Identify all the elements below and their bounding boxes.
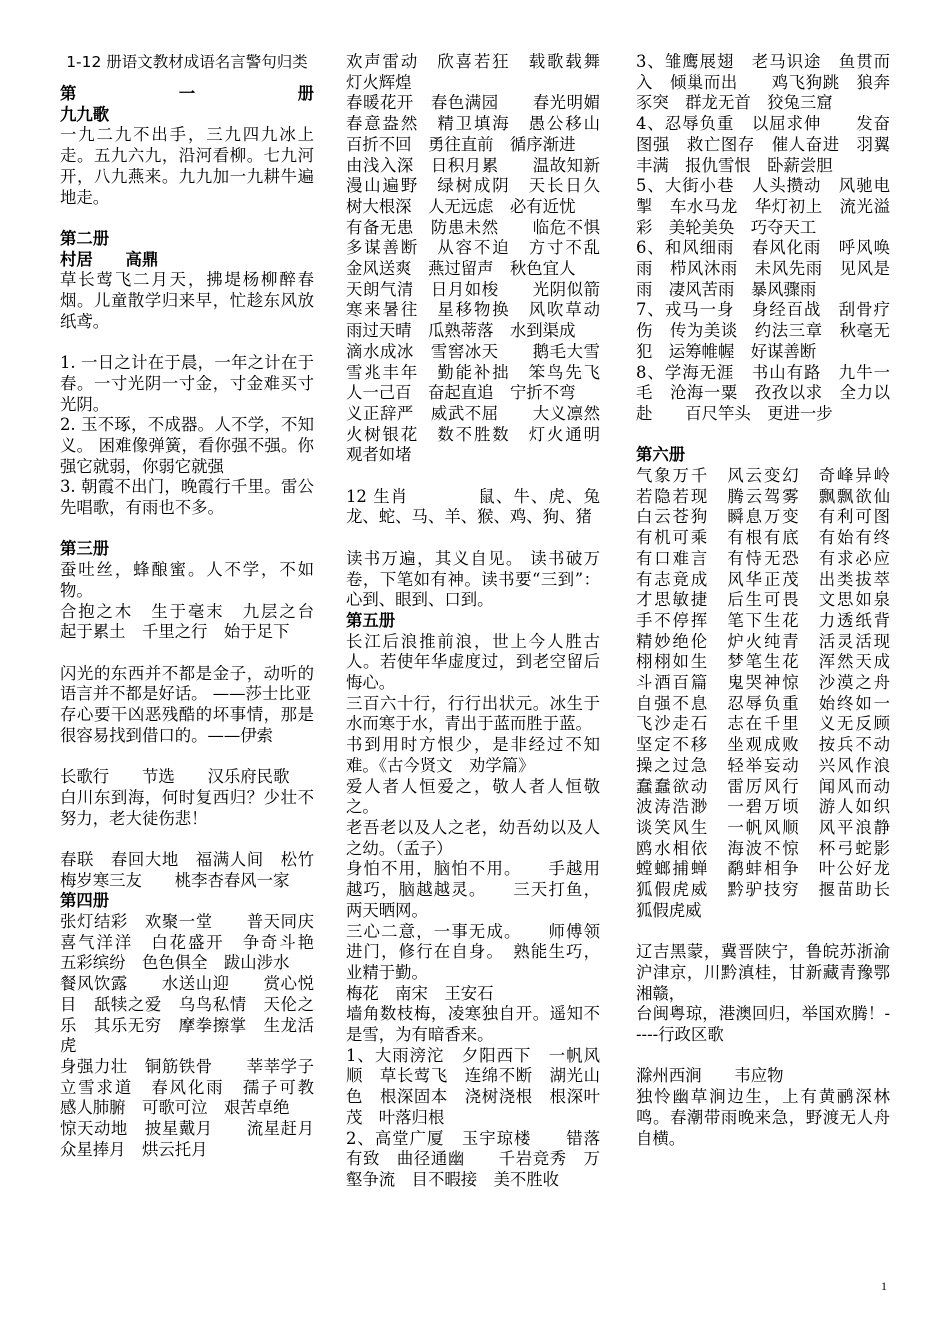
document-title: 1-12 册语文教材成语名言警句归类	[66, 53, 308, 71]
idiom-list: 4、忍辱负重 以屈求伸 发奋图强 救亡图存 催人奋进 羽翼丰满 报仇雪恨 卧薪尝胆	[636, 114, 890, 175]
idiom-list: 张灯结彩 欢聚一堂 普天同庆 喜气洋洋 白花盛开 争奇斗艳 五彩缤纷 色色俱全 跋山涉水	[60, 912, 331, 973]
poem-text: 一九二九不出手，三九四九冰上走。五九六九，沿河看柳。七九河开，八九燕来。九九加一九耕牛遍地走。	[60, 125, 314, 207]
idiom-list: 滴水成冰 雪窖冰天 鹅毛大雪 雪兆丰年 勤能补拙 笨鸟先飞 人一己百 奋起直追 宁折不弯	[346, 341, 617, 403]
column-middle	[346, 52, 617, 1191]
idiom-list: 身强力壮 铜筋铁骨 莘莘学子 立雪求道 春风化雨 孺子可教 感人肺腑 可歌可泣 艰苦卓绝	[60, 1056, 331, 1118]
idiom-list: 8、学海无涯 书山有路 九牛一毛 沧海一粟 孜孜以求 全力以赴 百尺竿头 更进一步	[636, 362, 890, 423]
poem-text: 白川东到海，何时复西归？少壮不努力，老大徒伤悲！	[60, 787, 314, 828]
column-left	[60, 52, 331, 1160]
idiom-list: 6、和风细雨 春风化雨 呼风唤雨 栉风沐雨 未风先雨 见风是雨 凄风苦雨 暴风骤雨	[636, 238, 890, 299]
idiom-list: 2、高堂广厦 玉宇琼楼 错落有致 曲径通幽 千岩竞秀 万壑争流 目不暇接 美不胜收	[346, 1128, 600, 1189]
idiom-list: 3、雏鹰展翅 老马识途 鱼贯而入 倾巢而出 鸡飞狗跳 狼奔豕突 群龙无首 狡兔三窟	[636, 52, 890, 113]
idiom-list: 5、大街小巷 人头攒动 风驰电掣 车水马龙 华灯初上 流光溢彩 美轮美奂 巧夺天工	[636, 176, 890, 237]
idiom-list: 餐风饮露 水送山迎 赏心悦目 舐犊之爱 乌鸟私情 天伦之乐 其乐无穷 摩拳擦掌 生龙活虎	[60, 974, 314, 1056]
heading-book-5: 第五册	[346, 610, 396, 630]
heading-book-1	[60, 84, 314, 105]
poem-title: 滁州西涧 韦应物	[636, 1066, 784, 1086]
heading-book-3: 第三册	[60, 539, 110, 559]
text-paragraph: 辽吉黑蒙，冀晋陕宁，鲁皖苏浙渝沪津京，川黔滇桂，甘新藏青豫鄂湘赣，	[636, 942, 890, 1003]
heading-book-1-part: 一	[178, 84, 196, 103]
poem-text: 墙角数枝梅，凌寒独自开。遥知不是雪，为有暗香来。	[346, 1004, 600, 1045]
text-paragraph: 三百六十行，行行出状元。冰生于水而寒于水，青出于蓝而胜于蓝。	[346, 693, 600, 734]
heading-book-1-part: 册	[297, 84, 314, 103]
text-paragraph: 春联 春回大地 福满人间 松竹梅岁寒三友 桃李杏春风一家	[60, 849, 314, 890]
quote-item: 2. 玉不琢，不成器。人不学，不知义。 困难像弹簧，看你强不强。你强它就弱，你弱它就强	[60, 415, 314, 476]
text-paragraph: 存心要干凶恶残酷的坏事情，那是很容易找到借口的。——伊索	[60, 705, 314, 745]
idiom-list: 由浅入深 日积月累 温故知新 漫山遍野 绿树成阴 天长日久 树大根深 人无远虑 必有近忧	[346, 155, 617, 216]
idiom-list: 有备无患 防患未然 临危不惧 多谋善断 从容不迫 方寸不乱 金风送爽 燕过留声 秋色宜人	[346, 217, 617, 279]
text-paragraph: 合抱之木 生于毫末 九层之台 起于累土 千里之行 始于足下	[60, 601, 331, 642]
poem-text: 草长莺飞二月天，拂堤杨柳醉春烟。儿童散学归来早，忙趁东风放纸鸢。	[60, 270, 314, 331]
text-paragraph: 爱人者人恒爱之，敬人者人恒敬之。	[346, 776, 600, 817]
idiom-list: 春暖花开 春色满园 春光明媚 春意盎然 精卫填海 愚公移山 百折不回 勇往直前 循序渐进	[346, 93, 617, 154]
heading-book-2: 第二册	[60, 228, 110, 248]
idiom-list: 惊天动地 披星戴月 流星赶月 众星捧月 烘云托月	[60, 1119, 331, 1159]
text-paragraph: 长江后浪推前浪，世上今人胜古人。若使年华虚度过，到老空留后悔心。	[346, 631, 600, 693]
text-paragraph: 读书万遍，其义自见。 读书破万卷，下笔如有神。读书要“三到”：心到、眼到、口到。	[346, 548, 600, 610]
text-paragraph: 蚕吐丝，蜂酿蜜。人不学，不如物。	[60, 560, 314, 600]
column-right	[636, 52, 907, 1149]
poem-title: 九九歌	[60, 104, 110, 124]
heading-book-1-part: 第	[60, 84, 77, 103]
idiom-list: 欢声雷动 欣喜若狂 载歌载舞 灯火辉煌	[346, 52, 617, 92]
poem-title: 梅花 南宋 王安石	[346, 983, 494, 1003]
text-paragraph: 老吾老以及人之老，幼吾幼以及人之幼。（孟子）	[346, 817, 600, 858]
heading-book-6: 第六册	[636, 445, 686, 465]
text-paragraph: 三心二意，一事无成。 师傅领进门，修行在自身。 熟能生巧，业精于勤。	[346, 921, 600, 982]
text-paragraph: 台闽粤琼，港澳回归，举国欢腾！-----行政区歌	[636, 1004, 890, 1045]
poem-text: 独怜幽草涧边生，上有黄鹂深林鸣。春潮带雨晚来急，野渡无人舟自横。	[636, 1087, 890, 1148]
poem-title: 长歌行 节选 汉乐府民歌	[60, 767, 290, 787]
idiom-list: 天朗气清 日月如梭 光阴似箭 寒来暑往 星移物换 风吹草动 雨过天晴 瓜熟蒂落 水到渠成	[346, 279, 617, 341]
text-paragraph: 身怕不用，脑怕不用。 手越用越巧，脑越越灵。 三天打鱼，两天晒网。	[346, 859, 600, 920]
text-paragraph: 闪光的东西并不都是金子，动听的语言并不都是好话。 ——莎士比亚	[60, 663, 314, 704]
quote-item: 1. 一日之计在于晨，一年之计在于春。一寸光阴一寸金，寸金难买寸光阴。	[60, 353, 314, 414]
idiom-list: 气象万千 风云变幻 奇峰异岭 若隐若现 腾云驾雾 飘飘欲仙 白云苍狗 瞬息万变 有利可图 有机可乘 有根有底 有始有终 有口难言 有恃无恐 有求必应 有志竟成 风华正茂 出类拔萃 才思敏捷 后生可畏 文思如泉 手不停挥 笔下生花 力透纸背 精妙绝伦 炉火纯青 活灵活现 栩栩如生 梦笔生花 浑然天成 斗酒百篇 鬼哭神惊 沙漠之舟 自强不息 忍辱负重 始终如一 飞沙走石 志在千里 义无反顾 坚定不移 坐观成败 按兵不动 操之过急 轻举妄动 兴风作浪 蠢蠢欲动 雷厉风行 闻风而动 波涛浩渺 一碧万顷 游人如织 谈笑风生 一帆风顺 风平浪静 鸥水相依 海波不惊 杯弓蛇影 螳螂捕蝉 鹬蚌相争 叶公好龙 狐假虎威 黔驴技穷 揠苗助长 狐假虎威	[636, 466, 907, 920]
page-number: 1	[881, 1279, 887, 1293]
poem-title: 村居 高鼎	[60, 249, 159, 269]
idiom-list: 义正辞严 威武不屈 大义凛然 火树银花 数不胜数 灯火通明 观者如堵	[346, 403, 617, 465]
text-paragraph: 书到用时方恨少，是非经过不知难。《古今贤文 劝学篇》	[346, 735, 600, 775]
heading-book-4: 第四册	[60, 891, 110, 911]
quote-item: 3. 朝霞不出门，晚霞行千里。雷公先唱歌，有雨也不多。	[60, 477, 314, 518]
idiom-list: 7、戎马一身 身经百战 刮骨疗伤 传为美谈 约法三章 秋毫无犯 运筹帷幄 好谋善断	[636, 300, 890, 361]
idiom-list: 1、大雨滂沱 夕阳西下 一帆风顺 草长莺飞 连绵不断 湖光山色 根深固本 浇树浇根 根深叶茂 叶落归根	[346, 1045, 600, 1127]
text-paragraph: 12 生肖 鼠、牛、虎、兔 龙、蛇、马、羊、猴、鸡、狗、猪	[346, 486, 617, 527]
